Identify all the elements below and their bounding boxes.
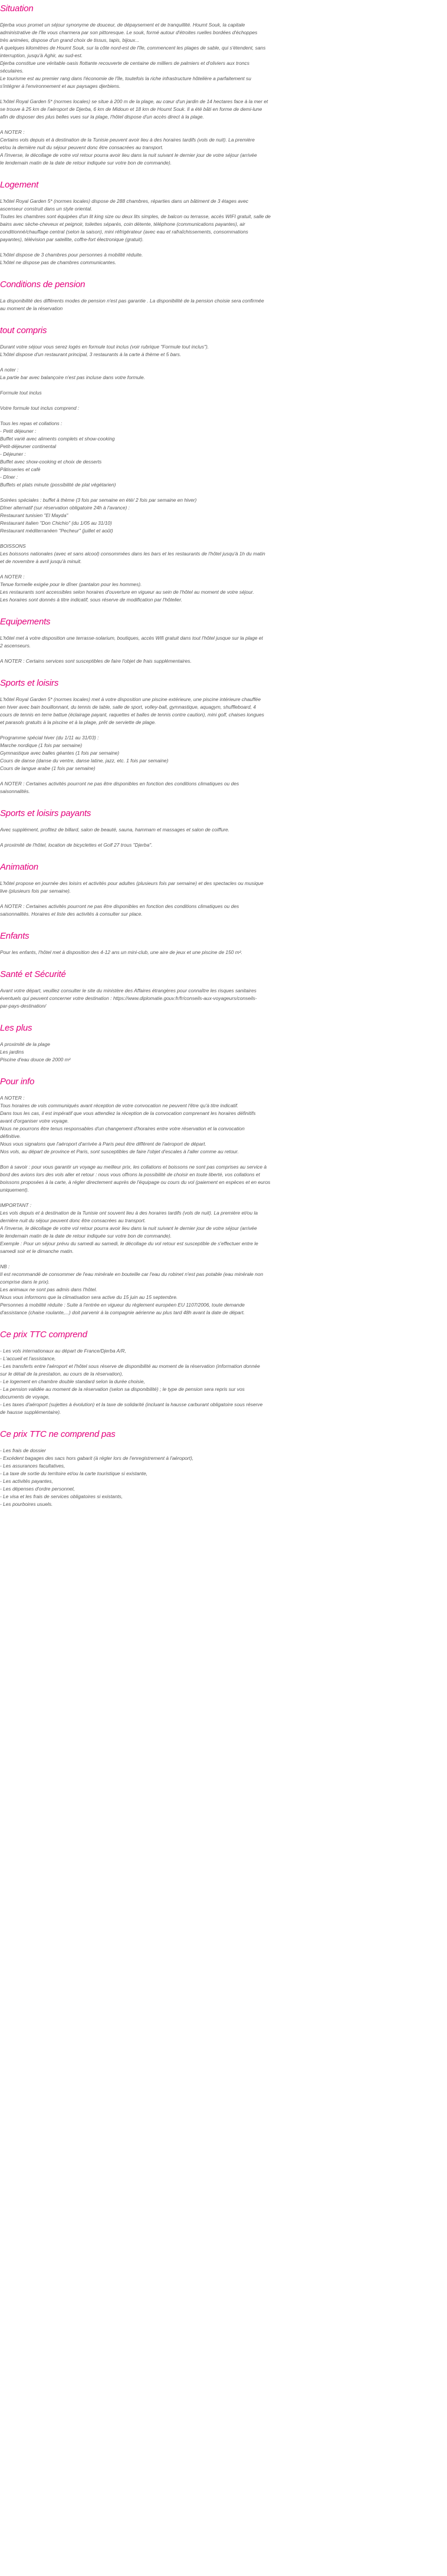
paragraph xyxy=(0,903,441,918)
section-sant-et-s-curit xyxy=(0,956,441,1010)
text-line: A NOTER : Certaines activités pourront ne pas être disponibles en fonction des conditions climatiques ou des xyxy=(0,781,239,787)
section-spacer xyxy=(0,1416,441,1429)
text-line: 2 ascenseurs. xyxy=(0,643,31,649)
paragraph xyxy=(0,496,441,535)
section-logement xyxy=(0,167,441,267)
text-line: Toutes les chambres sont équipées d'un lit king size ou deux lits simples, de balcon ou terrasse, accès WIFI gratuit, salle de xyxy=(0,213,271,219)
text-line: Restaurant tunisien "El Mayda" xyxy=(0,512,68,518)
text-line: - La taxe de sortie du territoire et/ou la carte touristique si existante, xyxy=(0,1470,147,1476)
text-line: A NOTER : Certains services sont susceptibles de faire l'objet de frais supplémentaires. xyxy=(0,658,192,664)
paragraph xyxy=(0,366,441,381)
text-line: L'hôtel Royal Garden 5* (normes locales) se situe à 200 m de la plage, au cœur d'un jardin de 14 hectares face à la mer et xyxy=(0,98,268,104)
text-line: Avec supplément, profitez de billard, salon de beauté, sauna, hammam et massages et salon de coiffure. xyxy=(0,827,230,833)
paragraph xyxy=(0,780,441,795)
text-line: Les horaires sont donnés à titre indicatif, sous réserve de modification par l'hôtelier. xyxy=(0,597,182,603)
text-line: Dans tous les cas, il est impératif que vous attendiez la réception de la convocation comprenant les horaires définitifs xyxy=(0,1110,256,1116)
paragraph-spacer xyxy=(0,1156,441,1163)
text-line: NB : xyxy=(0,1264,10,1269)
text-line: Petit-déjeuner continental xyxy=(0,443,56,449)
text-line: ascenseur construit dans un style oriental. xyxy=(0,206,93,212)
paragraph-spacer xyxy=(0,650,441,657)
section-title: Situation xyxy=(0,4,34,14)
text-line: IMPORTANT : xyxy=(0,1202,32,1208)
text-line: L'hôtel dispose de 3 chambres pour personnes à mobilité réduite. xyxy=(0,252,143,258)
text-line: sur le détail de la prestation, au cours de la réservation), xyxy=(0,1371,123,1377)
text-line: L'hôtel ne dispose pas de chambres communicantes. xyxy=(0,259,117,265)
section-title: Pour info xyxy=(0,1077,35,1087)
paragraph-spacer xyxy=(0,121,441,129)
text-line: Cours de danse (danse du ventre, danse latine, jazz, etc. 1 fois par semaine) xyxy=(0,758,169,764)
title-spacer xyxy=(0,980,441,987)
title-spacer xyxy=(0,1034,441,1041)
paragraph xyxy=(0,389,441,397)
paragraph xyxy=(0,841,441,849)
text-line: - Excédent bagages des sacs hors gabarit (à régler lors de l'enregistrement à l'aéroport), xyxy=(0,1455,194,1461)
section-title: Conditions de pension xyxy=(0,279,86,289)
text-line: Tous horaires de vols communiqués avant réception de votre convocation ne peuvent l'être qu'à titre indicatif. xyxy=(0,1103,239,1108)
text-line: - Le logement en chambre double standard selon la durée choisie, xyxy=(0,1379,145,1384)
title-spacer xyxy=(0,873,441,880)
section-title: Enfants xyxy=(0,931,29,941)
text-line: Buffet varié avec aliments complets et show-cooking xyxy=(0,436,115,442)
text-line: Tenue formelle exigée pour le dîner (pantalon pour les hommes). xyxy=(0,581,142,587)
title-spacer xyxy=(0,336,441,343)
text-line: A proximité de l'hôtel, location de bicyclettes et Golf 27 trous "Djerba". xyxy=(0,842,153,848)
text-line: La disponibilité des différents modes de pension n'est pas garantie . La disponibilité de la pension choisie sera confirmée xyxy=(0,298,264,304)
text-line: Les vols depuis et à destination de la Tunisie ont souvent lieu à des horaires tardifs (vols de nuit). La première et/ou la xyxy=(0,1210,258,1216)
paragraph-spacer xyxy=(0,397,441,404)
text-line: - L'accueil et l'assistance, xyxy=(0,1356,56,1361)
text-line: Formule tout inclus xyxy=(0,390,42,396)
text-line: Pâtisseries et café xyxy=(0,466,41,472)
section-title: Ce prix TTC comprend xyxy=(0,1330,87,1340)
text-line: Gymnastique avec balles géantes (1 fois par semaine) xyxy=(0,750,120,756)
paragraph xyxy=(0,343,441,358)
paragraph xyxy=(0,542,441,565)
section-pour-info xyxy=(0,1064,441,1317)
section-situation xyxy=(0,4,441,167)
paragraph xyxy=(0,1094,441,1156)
paragraph xyxy=(0,880,441,895)
text-line: Programme spécial hiver (du 1/11 au 31/03) : xyxy=(0,735,99,741)
text-line: uniquement). xyxy=(0,1187,29,1193)
paragraph xyxy=(0,826,441,834)
text-line: Le tourisme est au premier rang dans l'économie de l'île, toutefois la riche infrastructure hôtelière a parfaitement su xyxy=(0,75,251,81)
text-line: - Les transferts entre l'aéroport et l'hôtel sous réserve de disponibilité au moment de la réservation (information donnée xyxy=(0,1363,260,1369)
section-spacer xyxy=(0,956,441,969)
title-spacer xyxy=(0,290,441,297)
text-line: éventuels qui peuvent concerner votre destination : https://www.diplomatie.gouv.fr/fr/conseils-aux-voyageurs/conseils- xyxy=(0,995,257,1001)
paragraph-spacer xyxy=(0,772,441,780)
text-line: Djerba constitue une véritable oasis flottante recouverte de centaine de milliers de palmiers et d'oliviers aux troncs xyxy=(0,60,249,66)
section-animation xyxy=(0,849,441,918)
section-spacer xyxy=(0,604,441,617)
text-line: BOISSONS xyxy=(0,543,26,549)
text-line: par-pays-destination/ xyxy=(0,1003,47,1009)
paragraph xyxy=(0,734,441,772)
title-spacer xyxy=(0,689,441,696)
section-title: Les plus xyxy=(0,1023,32,1033)
text-line: - Déjeuner : xyxy=(0,451,26,457)
text-line: live (plusieurs fois par semaine). xyxy=(0,888,71,894)
text-line: L'hôtel propose en journée des loisirs et activités pour adultes (plusieurs fois par semaine) et des spectacles ou musique xyxy=(0,880,264,886)
text-line: interruption, jusqu'à Aghir, au sud-est. xyxy=(0,52,83,58)
text-line: L'hôtel Royal Garden 5* (normes locales) dispose de 288 chambres, réparties dans un bâtiment de 3 étages avec xyxy=(0,198,249,204)
text-line: - Dîner : xyxy=(0,474,18,480)
text-line: Avant votre départ, veuillez consulter le site du ministère des Affaires étrangères pour connaître les risques sanitaires xyxy=(0,988,257,993)
text-line: d'assistance (chaise roulante,...) doit parvenir à la compagnie aérienne au plus tard 48h avant la date de départ. xyxy=(0,1310,245,1315)
text-line: Nous ne pourrons être tenus responsables d'un changement d'horaires entre votre réservation et la convocation xyxy=(0,1126,245,1131)
text-line: Soirées spéciales : buffet à thème (3 fois par semaine en été/ 2 fois par semaine en hiver) xyxy=(0,497,197,503)
text-line: A l'inverse, le décollage de votre vol retour pourra avoir lieu dans la nuit suivant le dernier jour de votre séjour (arrivée xyxy=(0,1225,257,1231)
title-spacer xyxy=(0,14,441,21)
text-line: dernière nuit du séjour peuvent donc être consacrées au transport. xyxy=(0,1218,146,1223)
text-line: - Les taxes d'aéroport (sujettes à évolution) et la taxe de solidarité (incluant la hausse carburant obligatoire sous réserve xyxy=(0,1401,263,1407)
text-line: et parasols gratuits à la piscine et à la plage, prêt de serviette de plage. xyxy=(0,719,156,725)
text-line: Pour les enfants, l'hôtel met à disposition des 4-12 ans un mini-club, une aire de jeux et une piscine de 150 m². xyxy=(0,949,242,955)
text-line: payantes), télévision par satellite, coffre-fort électronique (gratuit). xyxy=(0,236,144,242)
paragraph-spacer xyxy=(0,244,441,251)
text-line: La partie bar avec balançoire n'est pas incluse dans votre formule. xyxy=(0,374,146,380)
text-line: - Les activités payantes, xyxy=(0,1478,53,1484)
text-line: Restaurant méditerranéen "Pecheur" (juillet et août) xyxy=(0,528,113,534)
text-line: le lendemain matin de la date de retour indiquée sur votre bon de commande). xyxy=(0,1233,172,1239)
text-line: s'intégrer à l'environnement et aux paysages djerbiens. xyxy=(0,83,121,89)
text-line: A quelques kilomètres de Houmt Souk, sur la côte nord-est de l'île, commencent les plages de sable, qui s'étendent, sans xyxy=(0,45,266,51)
text-line: Piscine d'eau douce de 2000 m² xyxy=(0,1057,71,1062)
title-spacer xyxy=(0,1087,441,1094)
paragraph-spacer xyxy=(0,834,441,841)
paragraph xyxy=(0,1447,441,1508)
text-line: Nos vols, au départ de province et Paris, sont susceptibles de faire l'objet d'escales à l'aller comme au retour. xyxy=(0,1149,239,1154)
paragraph-spacer xyxy=(0,535,441,542)
text-line: L'hôtel met à votre disposition une terrasse-solarium, boutiques, accès Wifi gratuit dans tout l'hôtel jusque sur la plage et xyxy=(0,635,263,641)
title-spacer xyxy=(0,1440,441,1447)
text-line: bord des avions lors des vols aller et retour : nous vous offrons la possibilité de choisir en toute liberté, vos collations et xyxy=(0,1172,260,1177)
text-line: - Les assurances facultatives, xyxy=(0,1463,65,1469)
paragraph-spacer xyxy=(0,895,441,903)
text-line: comprise dans le prix). xyxy=(0,1279,50,1285)
title-spacer xyxy=(0,627,441,634)
paragraph xyxy=(0,696,441,726)
paragraph xyxy=(0,634,441,650)
text-line: Restaurant italien "Don Chichio" (du 1/05 au 31/10) xyxy=(0,520,112,526)
text-line: Personnes à mobilité réduite : Suite à l'entrée en vigueur du règlement européen EU 1107/2006, toute demande xyxy=(0,1302,245,1308)
section-spacer xyxy=(0,849,441,862)
paragraph xyxy=(0,1263,441,1317)
text-line: Les restaurants sont accessibles selon horaires d'ouverture en vigueur au sein de l'hôtel au moment de votre séjour. xyxy=(0,589,254,595)
text-line: conditionné/chauffage central (selon la saison), mini réfrigérateur (avec eau et rafraîchissements, consommations xyxy=(0,229,248,235)
text-line: de hausse supplémentaire). xyxy=(0,1409,61,1415)
text-line: bains avec sèche-cheveux et peignoir, toilettes séparés, coin détente, téléphone (communications payantes), air xyxy=(0,221,245,227)
text-line: A NOTER : xyxy=(0,129,25,135)
text-line: Nous vous signalons que l'aéroport d'arrivée à Paris peut être différent de l'aéroport de départ. xyxy=(0,1141,206,1147)
paragraph xyxy=(0,1163,441,1194)
text-line: et de novembre à avril jusqu'à minuit. xyxy=(0,558,82,564)
title-spacer xyxy=(0,1340,441,1347)
section-title: Ce prix TTC ne comprend pas xyxy=(0,1429,116,1439)
text-line: - Les pourboires usuels. xyxy=(0,1501,53,1507)
text-line: très animées, dispose d'un grand choix de tissus, tapis, bijoux... xyxy=(0,37,140,43)
text-line: - Petit déjeuner : xyxy=(0,428,37,434)
section-spacer xyxy=(0,1010,441,1023)
section-enfants xyxy=(0,918,441,956)
section-ce-prix-ttc-comprend xyxy=(0,1317,441,1416)
text-line: Il est recommandé de consommer de l'eau minérale en bouteille car l'eau du robinet n'est pas potable (eau minérale non xyxy=(0,1271,264,1277)
text-line: - Les frais de dossier xyxy=(0,1447,46,1453)
paragraph xyxy=(0,949,441,956)
paragraph-spacer xyxy=(0,1255,441,1263)
text-line: Buffet avec show-cooking et choix de desserts xyxy=(0,459,102,465)
section-ce-prix-ttc-ne-comprend-pas xyxy=(0,1416,441,1508)
paragraph-spacer xyxy=(0,90,441,98)
paragraph xyxy=(0,21,441,90)
text-line: - Les dépenses d'ordre personnel, xyxy=(0,1486,75,1492)
section-spacer xyxy=(0,665,441,678)
section-sports-et-loisirs-payants xyxy=(0,795,441,849)
paragraph xyxy=(0,198,441,244)
paragraph-spacer xyxy=(0,489,441,496)
text-line: - Les vols internationaux au départ de France/Djerba A/R, xyxy=(0,1348,126,1354)
text-line: Les jardins xyxy=(0,1049,24,1055)
paragraph xyxy=(0,987,441,1010)
text-line: au moment de la réservation xyxy=(0,305,63,311)
section-conditions-de-pension xyxy=(0,267,441,312)
paragraph xyxy=(0,251,441,267)
text-line: Durant votre séjour vous serez logés en formule tout inclus (voir rubrique "Formule tout inclus"). xyxy=(0,344,209,350)
text-line: Nous vous informons que la climatisation sera active du 15 juin au 15 septembre. xyxy=(0,1294,178,1300)
paragraph-spacer xyxy=(0,726,441,734)
paragraph xyxy=(0,98,441,121)
paragraph-spacer xyxy=(0,358,441,366)
paragraph xyxy=(0,573,441,604)
text-line: Cours de langue arabe (1 fois par semaine) xyxy=(0,765,96,771)
text-line: afin de disposer des plus belles vues sur la plage, l'hôtel dispose d'un accès direct à la plage. xyxy=(0,114,204,120)
section-title: Sports et loisirs xyxy=(0,678,59,688)
text-line: A NOTER : xyxy=(0,574,25,580)
paragraph xyxy=(0,297,441,312)
paragraph xyxy=(0,1202,441,1255)
text-line: Exemple : Pour un séjour prévu du samedi au samedi, le décollage du vol retour est susceptible de s'effectuer entre le xyxy=(0,1241,258,1246)
text-line: documents de voyage, xyxy=(0,1394,50,1400)
title-spacer xyxy=(0,942,441,949)
section-les-plus xyxy=(0,1010,441,1064)
text-line: Tous les repas et collations : xyxy=(0,420,63,426)
paragraph xyxy=(0,1347,441,1416)
text-line: Dîner alternatif (sur réservation obligatoire 24h à l'avance) : xyxy=(0,505,130,511)
text-line: - Le visa et les frais de services obligatoires si existants, xyxy=(0,1493,123,1499)
section-equipements xyxy=(0,604,441,665)
text-line: saisonnalités. Horaires et liste des activités à consulter sur place. xyxy=(0,911,143,917)
paragraph-spacer xyxy=(0,1194,441,1202)
text-line: A l'inverse, le décollage de votre vol retour pourra avoir lieu dans la nuit suivant le dernier jour de votre séjour (arrivée xyxy=(0,152,257,158)
text-line: se trouve à 25 km de l'aéroport de Djerba, 6 km de Midoun et 18 km de Houmt Souk. Il a été bâti en forme de demi-lune xyxy=(0,106,262,112)
paragraph xyxy=(0,657,441,665)
title-spacer xyxy=(0,190,441,198)
text-line: Bon à savoir : pour vous garantir un voyage au meilleur prix, les collations et boissons ne sont pas comprises au service à xyxy=(0,1164,267,1170)
section-title: Logement xyxy=(0,180,39,190)
text-line: avant d'organiser votre voyage. xyxy=(0,1118,69,1124)
text-line: saisonnalités. xyxy=(0,788,30,794)
text-line: A NOTER : Certaines activités pourront ne pas être disponibles en fonction des conditions climatiques ou des xyxy=(0,903,239,909)
text-line: administrative de l'île vous charmera par son pittoresque. Le souk, formé autour d'étroites ruelles bordées d'échoppes xyxy=(0,29,258,35)
paragraph xyxy=(0,1041,441,1064)
text-line: A noter : xyxy=(0,367,19,373)
text-line: boissons proposées à la carte, à régler directement auprès de l'équipage ou cours du vol (paiement en espèces et en euros xyxy=(0,1179,271,1185)
text-line: Votre formule tout inclus comprend : xyxy=(0,405,80,411)
section-tout-compris xyxy=(0,312,441,604)
section-spacer xyxy=(0,795,441,808)
text-line: L'hôtel Royal Garden 5* (normes locales) met à votre disposition une piscine extérieure, une piscine intérieure chauffée xyxy=(0,696,261,702)
section-title: tout compris xyxy=(0,325,47,335)
section-spacer xyxy=(0,1317,441,1330)
section-title: Sports et loisirs payants xyxy=(0,808,91,818)
section-title: Equipements xyxy=(0,617,51,627)
paragraph xyxy=(0,404,441,412)
text-line: A NOTER : xyxy=(0,1095,25,1101)
section-spacer xyxy=(0,918,441,931)
text-line: le lendemain matin de la date de retour indiquée sur votre bon de commande). xyxy=(0,160,172,166)
text-line: Les animaux ne sont pas admis dans l'hôtel. xyxy=(0,1287,97,1292)
text-line: définitive. xyxy=(0,1133,21,1139)
paragraph-spacer xyxy=(0,381,441,389)
paragraph-spacer xyxy=(0,565,441,573)
section-spacer xyxy=(0,167,441,180)
paragraph xyxy=(0,420,441,489)
text-line: L'hôtel dispose d'un restaurant principal, 3 restaurants à la carte à thème et 5 bars. xyxy=(0,351,182,357)
section-spacer xyxy=(0,1064,441,1077)
text-line: et/ou la dernière nuit du séjour peuvent donc être consacrées au transport. xyxy=(0,144,164,150)
section-spacer xyxy=(0,267,441,279)
section-title: Animation xyxy=(0,862,38,872)
text-line: Buffets et plats minute (possibilité de plat végétarien) xyxy=(0,482,116,488)
text-line: en hiver avec bain bouillonnant, du tennis de table, salle de sport, volley-ball, gymnastique, aquagym, shuffleboard, 4 xyxy=(0,704,256,710)
section-sports-et-loisirs xyxy=(0,665,441,795)
paragraph-spacer xyxy=(0,412,441,420)
title-spacer xyxy=(0,819,441,826)
text-line: séculaires. xyxy=(0,68,24,74)
text-line: - La pension validée au moment de la réservation (selon sa disponibilité) ; le type de pension sera repris sur vos xyxy=(0,1386,245,1392)
text-line: cours de tennis en terre battue (éclairage payant, raquettes et balles de tennis contre caution), mini golf, chaises longues xyxy=(0,712,264,718)
text-line: Marche nordique (1 fois par semaine) xyxy=(0,742,83,748)
text-line: A proximité de la plage xyxy=(0,1041,50,1047)
text-line: Djerba vous promet un séjour synonyme de douceur, de dépaysement et de tranquillité. Houmt Souk, la capitale xyxy=(0,22,245,28)
text-line: Les boissons nationales (avec et sans alcool) consommées dans les bars et les restaurants de l'hôtel jusqu'à 1h du matin xyxy=(0,551,265,557)
section-spacer xyxy=(0,312,441,325)
text-line: samedi soir et le dimanche matin. xyxy=(0,1248,74,1254)
text-line: Certains vols depuis et à destination de la Tunisie peuvent avoir lieu à des horaires tardifs (vols de nuit). La première xyxy=(0,137,255,143)
paragraph xyxy=(0,129,441,167)
section-title: Santé et Sécurité xyxy=(0,969,66,979)
